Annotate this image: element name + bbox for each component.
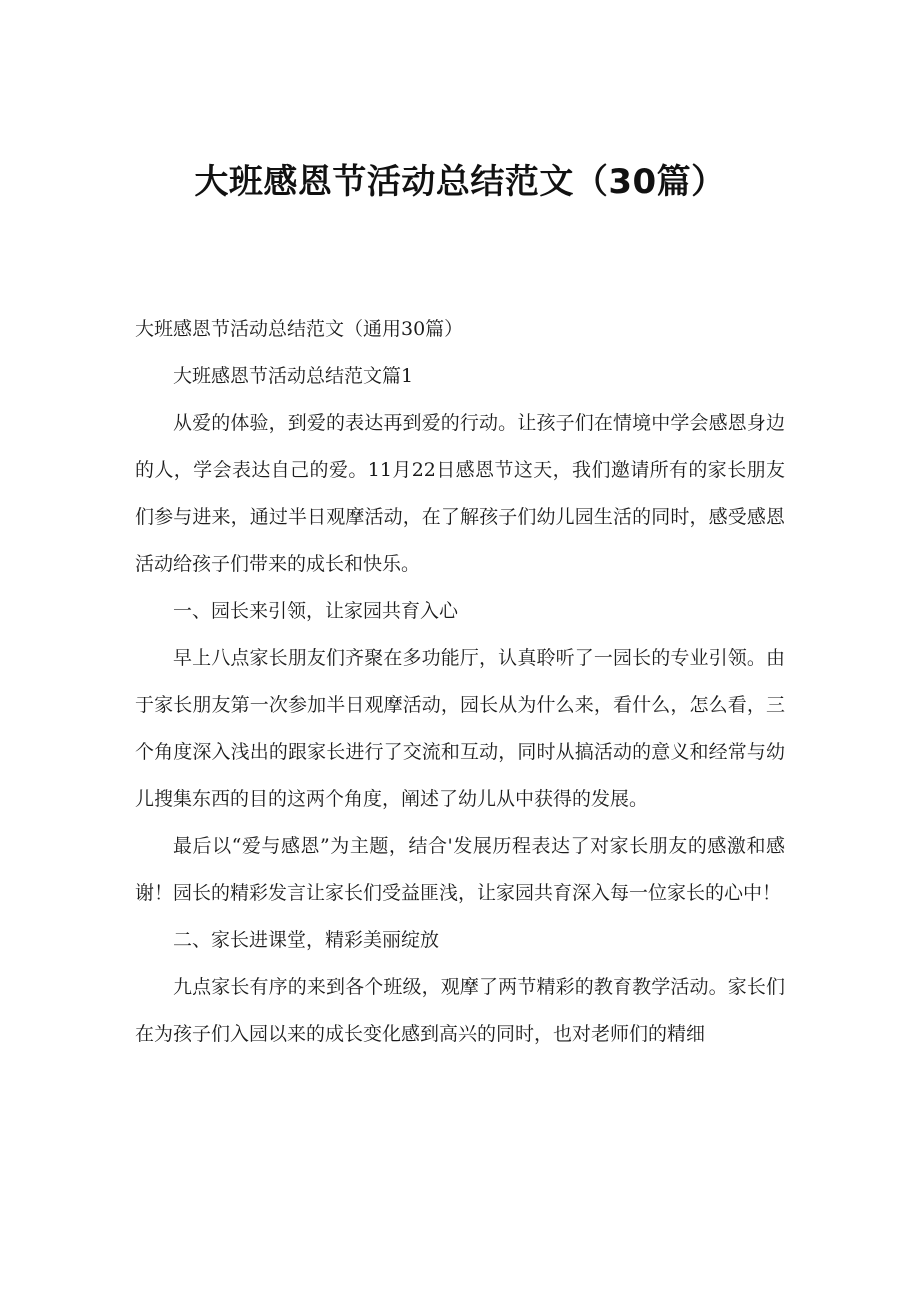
section-heading: 二、家长进课堂，精彩美丽绽放 [173, 929, 440, 951]
body-paragraph: 早上八点家长朋友们齐聚在多功能厅，认真聆听了一园长的专业引领。由于家长朋友第一次参加半日观摩活动，园长从为什么来，看什么，怎么看，三个角度深入浅出的跟家长进行了交流和互动，同时从搞活动的意义和经常与幼儿搜集东西的目的这两个角度，阐述了幼儿从中获得的发展。 [135, 647, 785, 810]
subtitle-paragraph: 大班感恩节活动总结范文（通用30篇） [135, 318, 464, 340]
body-paragraph: 从爱的体验，到爱的表达再到爱的行动。让孩子们在情境中学会感恩身边的人，学会表达自己的爱。11月22日感恩节这天，我们邀请所有的家长朋友们参与进来，通过半日观摩活动，在了解孩子们幼儿园生活的同时，感受感恩活动给孩子们带来的成长和快乐。 [135, 412, 785, 575]
section-heading: 大班感恩节活动总结范文篇1 [173, 365, 414, 387]
body-paragraph: 最后以“爱与感恩”为主题，结合'发展历程表达了对家长朋友的感激和感谢！园长的精彩发言让家长们受益匪浅，让家园共育深入每一位家长的心中！ [135, 835, 785, 904]
document-title: 大班感恩节活动总结范文（30篇） [194, 162, 726, 202]
section-heading: 一、园长来引领，让家园共育入心 [173, 600, 459, 622]
document-body [135, 306, 785, 1058]
body-paragraph: 九点家长有序的来到各个班级，观摩了两节精彩的教育教学活动。家长们在为孩子们入园以来的成长变化感到高兴的同时，也对老师们的精细 [135, 976, 785, 1045]
